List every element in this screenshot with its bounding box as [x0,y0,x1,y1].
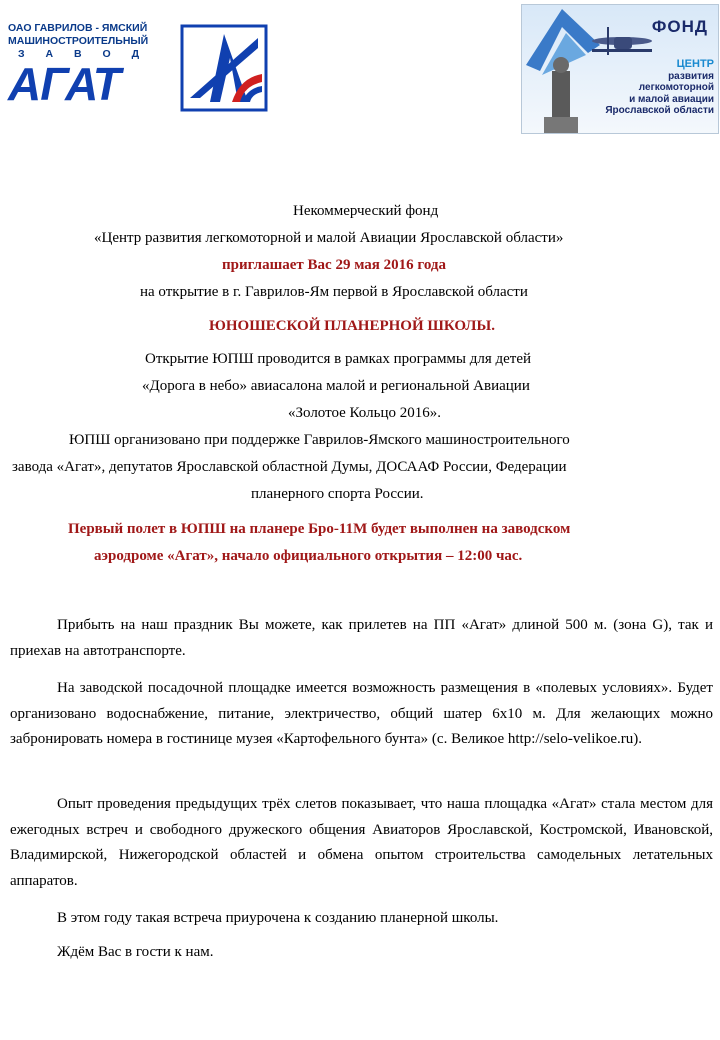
paragraph-this-year: В этом году такая встреча приурочена к созданию планерной школы. [57,910,499,926]
first-flight-line2: аэродроме «Агат», начало официального открытия – 12:00 час. [94,548,523,564]
program-line2: «Дорога в небо» авиасалона малой и региональной Авиации [142,378,530,394]
paragraph-arrival: Прибыть на наш праздник Вы можете, как прилетев на ПП «Агат» длиной 500 м. (зона G), так и приехав на автотранспорте. [10,617,713,659]
school-title-block [0,313,720,340]
support-line2: завода «Агат», депутатов Ярославской областной Думы, ДОСААФ России, Федерации [12,459,567,475]
first-flight-notice [0,516,720,570]
school-title: ЮНОШЕСКОЙ ПЛАНЕРНОЙ ШКОЛЫ. [209,318,495,334]
program-line3: «Золотое Кольцо 2016». [288,405,441,421]
support-line1: ЮПШ организовано при поддержке Гаврилов-Ямского машиностроительного [69,432,570,448]
agat-company-name [8,22,168,109]
agat-emblem-icon [180,24,268,112]
agat-logo [8,22,270,118]
invitation-header [0,198,720,306]
invitation-date: приглашает Вас 29 мая 2016 года [222,257,447,273]
fond-line2: развития [668,70,714,82]
support-line3: планерного спорта России. [251,486,424,502]
agat-name-line1: ОАО ГАВРИЛОВ - ЯМСКИЙ [8,22,148,34]
org-type: Некоммерческий фонд [293,203,439,219]
paragraph-experience: Опыт проведения предыдущих трёх слетов показывает, что наша площадка «Агат» стала местом для ежегодных встреч и свободного дружеского общения Авиаторов Ярославской, Костромской, Ивановской, Владимирской, Нижегородской областей и обмена опытом строительства самодельных летательных аппаратов. [10,796,713,889]
agat-name-line2: МАШИНОСТРОИТЕЛЬНЫЙ [8,35,149,47]
paragraph-closing: Ждём Вас в гости к нам. [57,944,214,960]
fond-logo [521,4,719,134]
org-name: «Центр развития легкомоторной и малой Авиации Ярославской области» [94,230,564,246]
fond-line5: Ярославской области [605,105,714,116]
program-line1: Открытие ЮПШ проводится в рамках программы для детей [145,351,532,367]
paragraph-facilities: На заводской посадочной площадке имеется возможность размещения в «полевых условиях». Будет организовано водоснабжение, питание, электричество, общий шатер 6х10 м. Для желающих можно забронировать номера в гостинице музея «Картофельного бунта» (с. Великое http://selo-velikoe.ru). [10,680,713,748]
fond-line3: легкомоторной [638,82,714,93]
first-flight-line1: Первый полет в ЮПШ на планере Бро-11М будет выполнен на заводском [68,521,571,537]
agat-name-line3: З А В О Д [18,48,149,60]
agat-wordmark: АГАТ [8,58,120,110]
fond-line1: ЦЕНТР [676,58,714,70]
program-info [0,346,720,508]
fond-name [604,59,714,117]
fond-title: ФОНД [651,17,708,36]
fond-line4: и малой авиации [629,93,714,105]
opening-location: на открытие в г. Гаврилов-Ям первой в Ярославской области [140,284,528,300]
